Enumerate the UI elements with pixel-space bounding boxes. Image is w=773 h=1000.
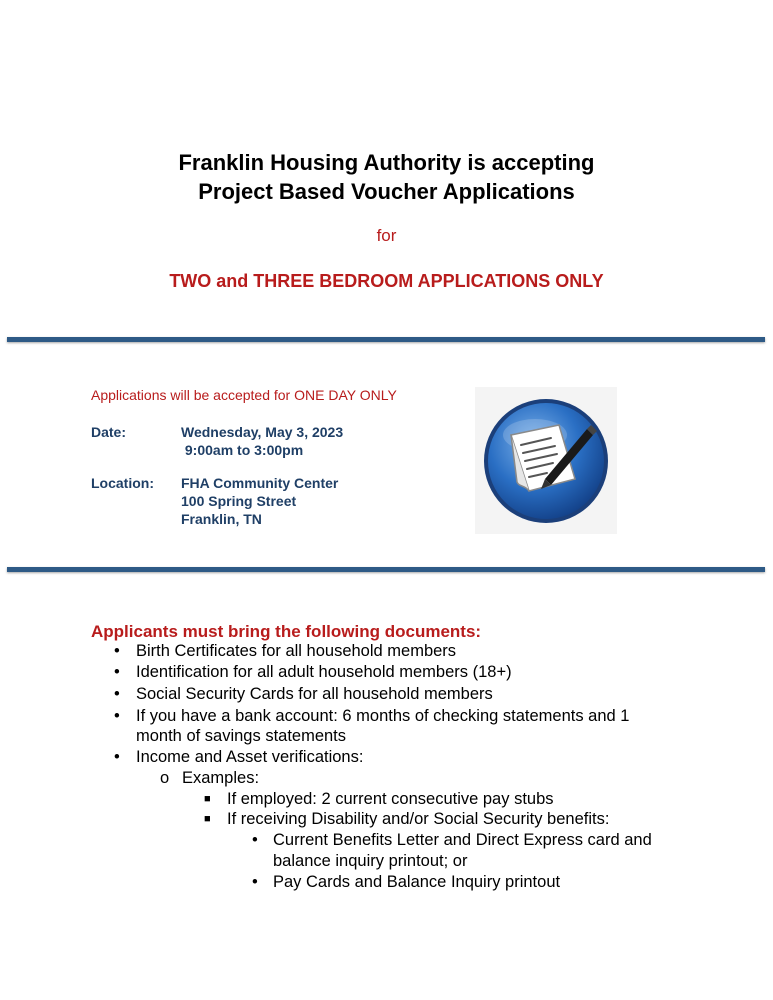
- date-label: Date:: [91, 424, 127, 440]
- one-day-notice: Applications will be accepted for ONE DAY ONLY: [91, 387, 397, 403]
- location-line-1: FHA Community Center: [181, 475, 339, 491]
- location-value: [181, 474, 338, 528]
- location-line-3: Franklin, TN: [181, 511, 262, 527]
- bedroom-subtitle: TWO and THREE BEDROOM APPLICATIONS ONLY: [169, 271, 604, 291]
- date-line-1: Wednesday, May 3, 2023: [181, 424, 344, 440]
- date-value: [181, 423, 343, 459]
- divider-top: [7, 337, 765, 342]
- for-text: for: [376, 226, 397, 245]
- date-line-2: 9:00am to 3:00pm: [181, 442, 304, 458]
- title-line-2: Project Based Voucher Applications: [198, 179, 575, 204]
- documents-heading: Applicants must bring the following documents:: [91, 622, 482, 641]
- page-title: [0, 148, 773, 206]
- document-signing-icon: [475, 387, 617, 534]
- location-label: Location:: [91, 475, 154, 491]
- divider-bottom: [7, 567, 765, 572]
- location-line-2: 100 Spring Street: [181, 493, 297, 509]
- title-line-1: Franklin Housing Authority is accepting: [178, 150, 595, 175]
